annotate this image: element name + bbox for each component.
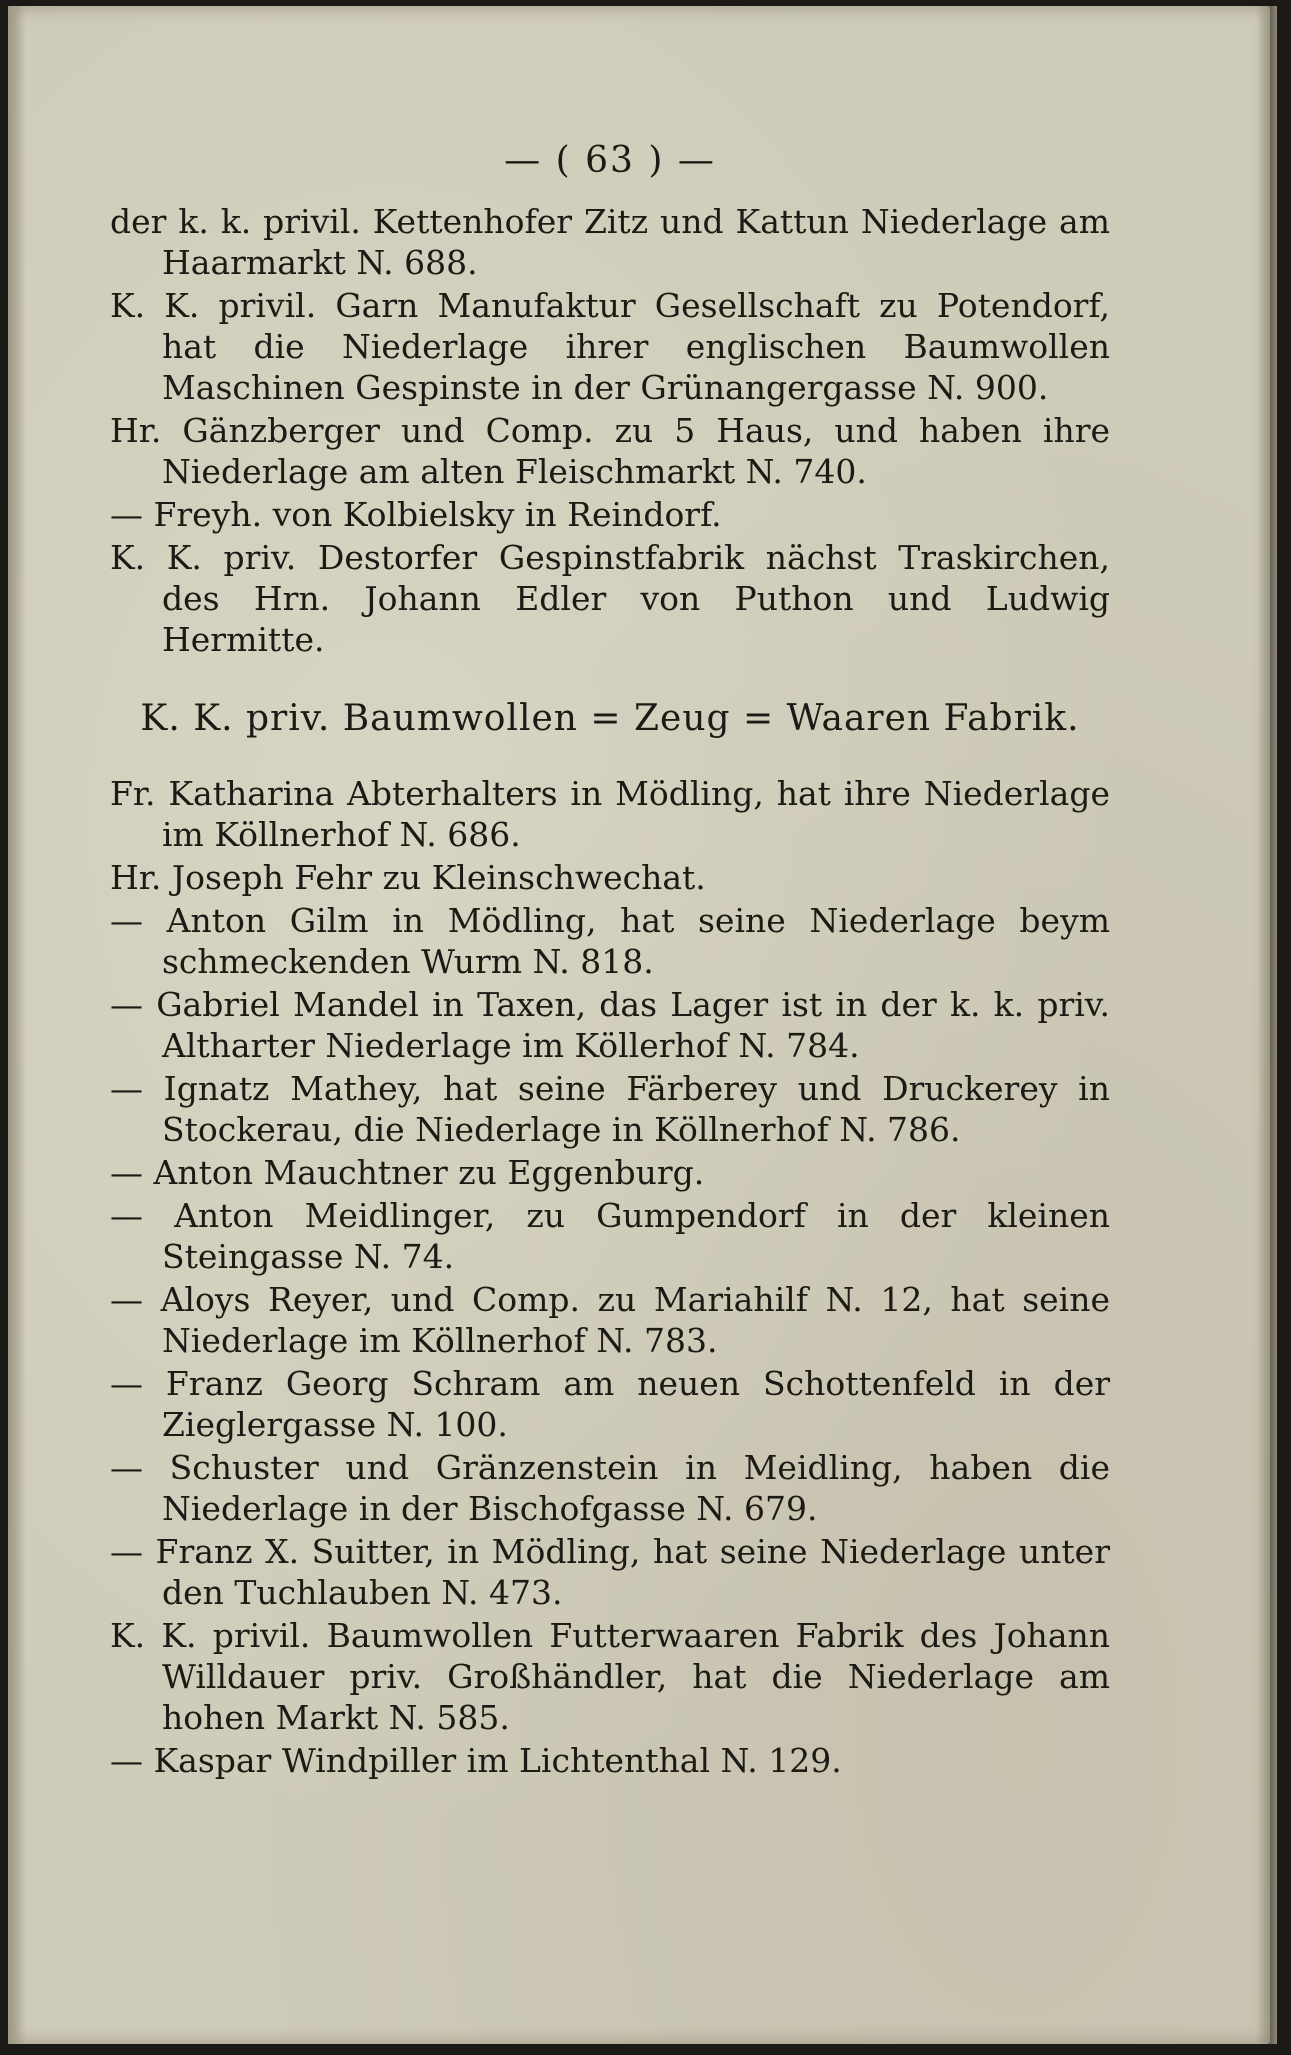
page-text <box>110 140 1110 1783</box>
entry: Fr. Katharina Abterhalters in Mödling, hat ihre Niederlage im Köllnerhof N. 686. <box>110 774 1110 854</box>
entries-bottom <box>110 773 1110 1781</box>
entry: — Franz Georg Schram am neuen Schottenfeld in der Zieglergasse N. 100. <box>110 1364 1110 1444</box>
entry: — Franz X. Suitter, in Mödling, hat seine Niederlage unter den Tuchlauben N. 473. <box>110 1532 1110 1612</box>
entry: — Aloys Reyer, und Comp. zu Mariahilf N. 12, hat seine Niederlage im Köllnerhof N. 783. <box>110 1280 1110 1360</box>
entry: der k. k. privil. Kettenhofer Zitz und Kattun Niederlage am Haarmarkt N. 688. <box>110 202 1110 282</box>
entry: K. K. privil. Baumwollen Futterwaaren Fabrik des Johann Willdauer priv. Großhändler, hat die Niederlage am hohen Markt N. 585. <box>110 1616 1110 1737</box>
page-edge-shadow <box>1257 6 1277 2044</box>
entry: — Anton Mauchtner zu Eggenburg. <box>110 1153 705 1192</box>
page-gutter-shadow <box>8 6 26 2044</box>
entry: — Freyh. von Kolbielsky in Reindorf. <box>110 495 722 534</box>
entry: — Anton Gilm in Mödling, hat seine Niederlage beym schmeckenden Wurm N. 818. <box>110 901 1110 981</box>
entry: — Kaspar Windpiller im Lichtenthal N. 129. <box>110 1741 842 1780</box>
entry: — Schuster und Gränzenstein in Meidling, haben die Niederlage in der Bischofgasse N. 679. <box>110 1448 1110 1528</box>
section-heading: K. K. priv. Baumwollen = Zeug = Waaren Fabrik. <box>140 698 1080 739</box>
entry: — Ignatz Mathey, hat seine Färberey und Druckerey in Stockerau, die Niederlage in Köllnerhof N. 786. <box>110 1069 1110 1149</box>
entry: — Gabriel Mandel in Taxen, das Lager ist in der k. k. priv. Altharter Niederlage im Köllerhof N. 784. <box>110 985 1110 1065</box>
page-header: — ( 63 ) — <box>504 140 716 181</box>
entry: K. K. priv. Destorfer Gespinstfabrik nächst Traskirchen, des Hrn. Johann Edler von Puthon und Ludwig Hermitte. <box>110 538 1110 659</box>
entry: Hr. Joseph Fehr zu Kleinschwechat. <box>110 858 706 897</box>
entry: K. K. privil. Garn Manufaktur Gesellschaft zu Potendorf, hat die Niederlage ihrer englischen Baumwollen Maschinen Gespinste in der Grünangergasse N. 900. <box>110 286 1110 407</box>
entries-top <box>110 201 1110 660</box>
entry: Hr. Gänzberger und Comp. zu 5 Haus, und haben ihre Niederlage am alten Fleischmarkt N. 740. <box>110 411 1110 491</box>
entry: — Anton Meidlinger, zu Gumpendorf in der kleinen Steingasse N. 74. <box>110 1196 1110 1276</box>
